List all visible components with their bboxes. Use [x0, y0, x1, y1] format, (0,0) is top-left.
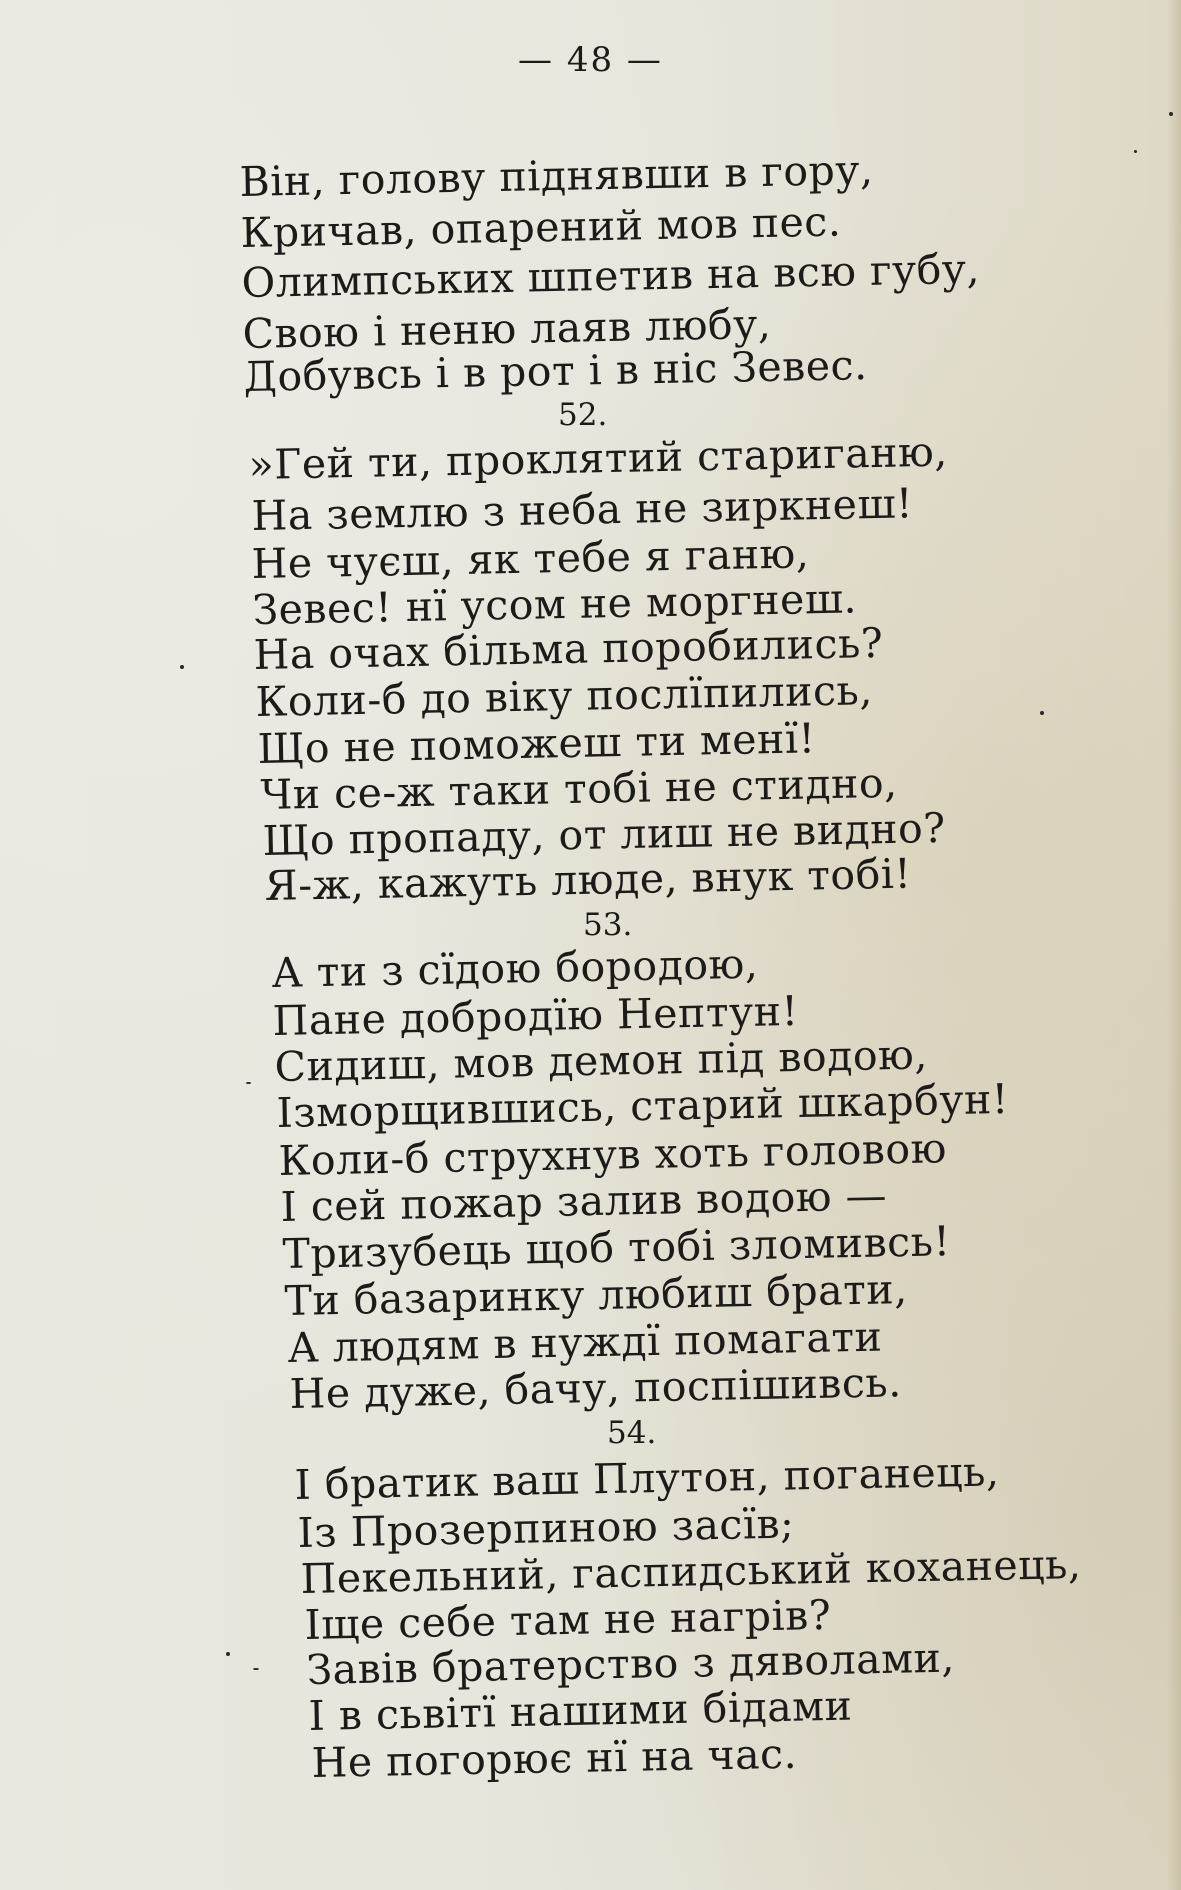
verse-line: Я-ж, кажуть люде, внук тобі! [264, 849, 912, 910]
verse-line: Чи се-ж таки тобі не стидно, [260, 758, 899, 819]
verse-line: І братик ваш Плутон, поганець, [294, 1447, 1000, 1509]
verse-line: Кричав, опарений мов пес. [240, 197, 842, 257]
verse-line: Не чуєш, як тебе я ганю, [251, 529, 810, 588]
print-speck [1169, 112, 1173, 116]
verse-line: Пане добродїю Нептун! [272, 986, 799, 1045]
verse-line: І в сьвітї нашими бідами [308, 1681, 853, 1740]
verse-line: Олимпських шпетив на всю губу, [241, 244, 981, 307]
print-speck [226, 1652, 230, 1656]
stanza-number: 52. [558, 397, 608, 433]
verse-line: Не дуже, бачу, поспішивсь. [289, 1358, 903, 1418]
verse-line: На очах більма поробились? [253, 618, 884, 679]
print-speck [1134, 150, 1137, 153]
verse-line: І сей пожар залив водою — [280, 1171, 888, 1231]
verse-line: Пекельний, гаспидський коханець, [300, 1540, 1082, 1603]
verse-line: А ти з сїдою бородою, [271, 939, 759, 997]
verse-line: Що пропаду, от лиш не видно? [262, 803, 947, 865]
verse-line: Зевес! нї усом не моргнеш. [252, 574, 858, 634]
verse-line: Коли-б до віку послїпились, [255, 666, 874, 726]
verse-line: Свою і неню лаяв любу, [242, 299, 772, 358]
verse-line: На землю з неба не зиркнеш! [251, 479, 914, 540]
verse-line: Ізморщившись, старий шкарбун! [276, 1074, 1010, 1137]
verse-line: Він, голову піднявши в гору, [239, 145, 874, 206]
print-speck [180, 665, 184, 669]
verse-line: Тризубець щоб тобі зломивсь! [282, 1217, 951, 1278]
verse-line: А людям в нуждї помагати [287, 1312, 883, 1372]
stanza-number: 54. [607, 1415, 657, 1451]
stanza-number: 53. [583, 907, 633, 943]
verse-line: Із Прозерпиною засїв; [297, 1499, 795, 1557]
verse-line: Коли-б струхнув хоть головою [278, 1124, 948, 1185]
verse-line: Добувсь і в рот і в ніс Зевес. [243, 341, 868, 401]
verse-line: Іще себе там не нагрів? [304, 1590, 832, 1649]
print-speck [246, 1082, 251, 1084]
verse-line: »Гей ти, проклятий стариганю, [248, 427, 949, 489]
page-number: — 48 — [518, 40, 663, 80]
verse-line: Не погорює нї на час. [311, 1729, 798, 1787]
verse-line: Що не поможеш ти менї! [257, 714, 816, 773]
print-speck [1040, 711, 1044, 715]
verse-line: Завів братерство з дяволами, [306, 1633, 956, 1694]
print-speck [253, 1668, 259, 1670]
verse-line: Ти базаринку любиш брати, [284, 1265, 909, 1325]
verse-line: Сидиш, мов демон під водою, [274, 1030, 929, 1091]
